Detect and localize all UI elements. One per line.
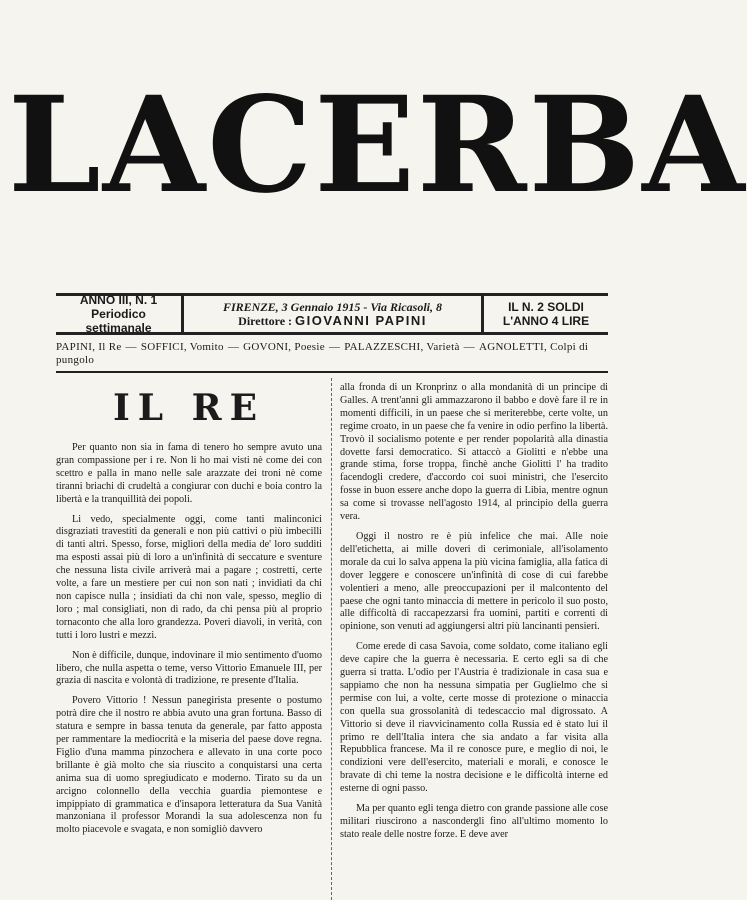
toc-separator: — (463, 341, 475, 353)
director-row (190, 314, 475, 328)
director-name: GIOVANNI PAPINI (295, 313, 427, 328)
article-paragraph: Per quanto non sia in fama di tenero ho sempre avuto una gran compassione per i re. Non li ho mai visti nè come dei con scettro e palla in mano nelle sale arazzate dei troni nè come tiranni briachi di crudeltà a congiurar con duchi e boia contro la libertà e la tranquillità dei popoli. (56, 442, 322, 505)
toc-item: PAPINI, Il Re (56, 341, 122, 353)
article-paragraph: Come erede di casa Savoia, come soldato, come italiano egli deve capire che la guerra è necessaria. E certo egli sa di che guerra si tratta. L'odio per l'Austria è tradizionale in casa sua e sappiamo che non ha nessuna simpatia per Guglielmo che si permise con lui, a volte, certe mosse di protezione o minaccia con quella sua grossolanità di tedescaccio mal digrossato. A Vittorio si deve il riavvicinamento colla Russia ed è stato lui il primo re dell'Italia intera che sia andato a far visita alla Repubblica francese. Ma il re conosce pure, e meglio di noi, le condizioni vere dell'esercito, materiali e morali, e conosce le bravate di chi teme la nostra decisione e le difficoltà interne ed esterne di ogni passo. (340, 641, 608, 795)
article-paragraph: Li vedo, specialmente oggi, come tanti malinconici disgraziati travestiti da generali e non più cattivi o più imbecilli di tanti altri. Spesso, forse, migliori della media de' loro sudditi ma esposti assai più di loro a un'infinità di seccature e sventure che nessuna lista civile arriverà mai a pagare ; costretti, certe volte, a fare un mestiere per cui non son nati ; invidiati da chi non capisce nulla ; insidiati da chi non vale, spesso, meglio di loro ; mal consigliati, non di rado, da chi pensa più al proprio tornaconto che alla loro grandezza. Poveri diavoli, in verità, con tutti i loro lustri e mezzi. (56, 513, 322, 641)
article-paragraph: Non è difficile, dunque, indovinare il mio sentimento d'uomo libero, che nulla aspetta o teme, verso Vittorio Emanuele III, per grazia di nascita e volontà di tradizione, re presente d'Italia. (56, 649, 322, 687)
director-label: Direttore : (238, 314, 293, 328)
toc-separator: — (125, 341, 137, 353)
issue-info (56, 293, 184, 335)
article-paragraph: Oggi il nostro re è più infelice che mai. Alle noie dell'etichetta, ai mille doveri di cerimoniale, all'isolamento morale da cui lo salva appena la più vicina famiglia, alla fatica di dover leggere e conoscere un'infinità di cose di cui farebbe volentieri a meno, alle preoccupazioni per il malcontento del paese che ogni tanto minaccia di mettere in pericolo il suo posto, alle difficoltà di raccapezzarsi fra uomini, partiti e correnti di opinione, son venuti ad aggiungersi altri più lancinanti pensieri. (340, 530, 608, 633)
toc-separator: — (227, 341, 240, 353)
toc-separator: — (328, 341, 341, 353)
article-paragraph: Ma per quanto egli tenga dietro con grande passione alle cose militari riuscirono a nascondergli fino all'ultimo momento lo stato reale delle nostre forze. E deve aver (340, 803, 608, 840)
masthead-title: LACERBA (8, 68, 747, 223)
subscription-price: L'ANNO 4 LIRE (502, 314, 590, 328)
place-date: FIRENZE, 3 Gennaio 1915 - Via Ricasoli, 8 (222, 300, 443, 314)
price-info (484, 296, 608, 332)
toc-item: PALAZZESCHI, Varietà (344, 341, 460, 353)
masthead (8, 68, 747, 223)
issue-price: IL N. 2 SOLDI (508, 300, 584, 314)
periodicity: Periodico settimanale (85, 307, 152, 335)
article-title: IL RE (112, 387, 266, 429)
column-divider (331, 378, 332, 900)
publication-info (184, 296, 484, 332)
article-paragraph: alla fronda di un Kronprinz o alla mondanità di un principe di Galles. A trent'anni gli ammazzarono il babbo e dovè fare il re in momenti difficili, in un paese che si meriterebbe, certe volte, un regime croato, in un paese che fa venire in odio perfino la libertà. Trovò il socialismo potente e per render popolarità alla dinastia dovette farsi democratico. Si attaccò a Giolitti e n'ebbe una grande stima, forse troppa, finchè anche Giolitti l' ha tradito facendogli credere, d'accordo coi suoi ministri, che l'esercito fosse in buon essere anche dopo la guerra di Libia, mentre ognun sa come si trovasse nell'agosto 1914, al principio della guerra vera. (340, 382, 608, 523)
toc-item: AGNOLETTI, Colpi di pungolo (56, 341, 589, 366)
toc-item: GOVONI, Poesie (243, 341, 325, 353)
info-bar (56, 293, 608, 335)
article-column-right (340, 382, 608, 849)
toc-item: SOFFICI, Vomito (140, 341, 224, 353)
article-paragraph: Povero Vittorio ! Nessun panegirista presente o postumo potrà dire che il nostro re abbia avuto una gran fortuna. Basso di statura e sempre in bassa tenuta da generale, par fatto apposta per rammentare la mediocrità e la miseria del paese dove regna. Figlio d'una mamma pinzochera e allevato in una corte poco brillante è già molto che sia riuscito a conquistarsi una certa anima sua di uomo spregiudicato e moderno. Tirato su da un arcigno colonnello della vecchia guardia piemontese e impippiato di grammatica e d'insapora letteratura da Sua Vanità manzoniana il professor Morandi la sua adolescenza non fu molto piacevole e svagata, e non somigliò davvero (56, 695, 322, 836)
issue-number: ANNO III, N. 1 (79, 293, 158, 307)
table-of-contents (56, 341, 608, 373)
article-column-left (56, 382, 322, 844)
